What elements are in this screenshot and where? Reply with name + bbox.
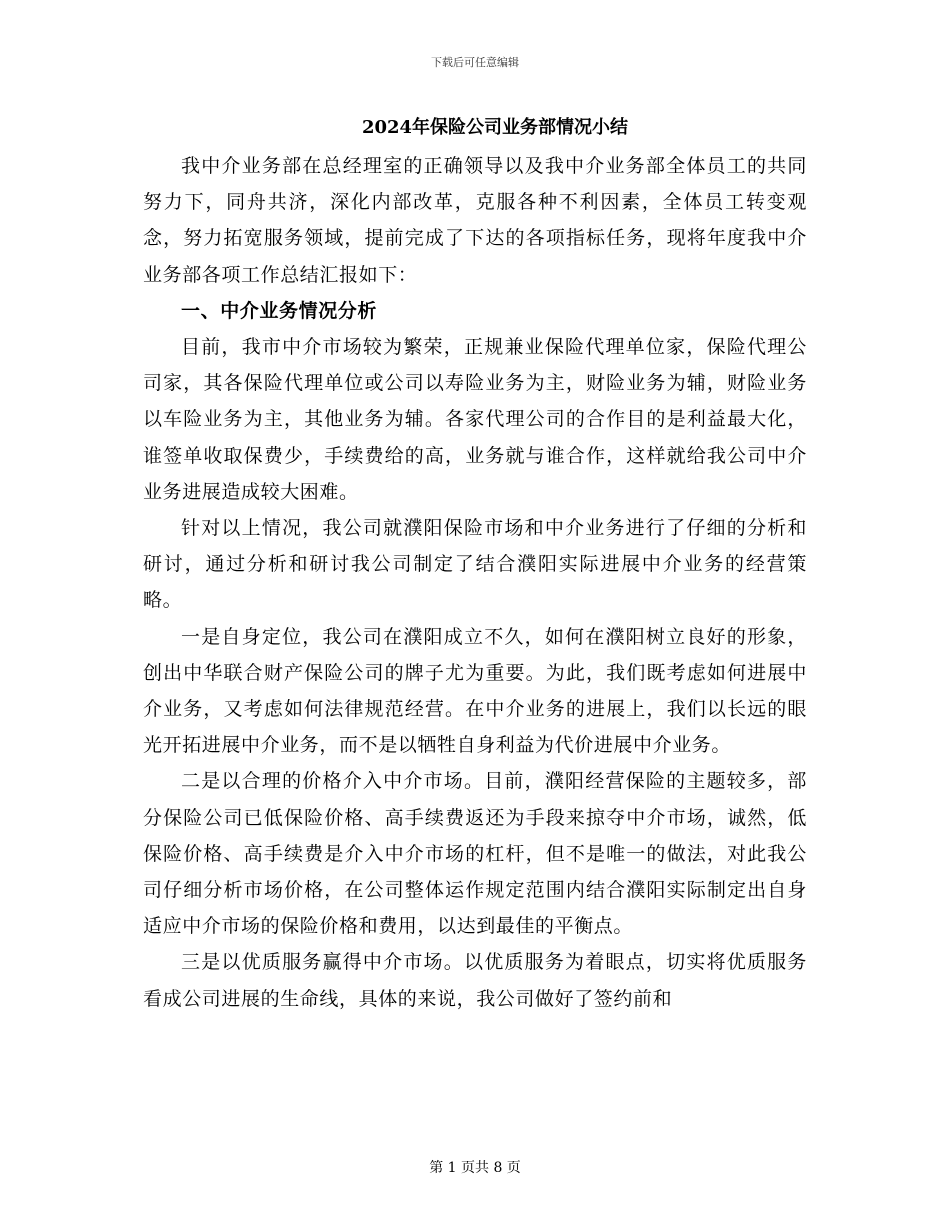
paragraph-service: 三是以优质服务赢得中介市场。以优质服务为着眼点，切实将优质服务看成公司进展的生命线，具体的来说，我公司做好了签约前和	[143, 951, 807, 1010]
paragraph-market: 目前，我市中介市场较为繁荣，正规兼业保险代理单位家，保险代理公司家，其各保险代理单位或公司以寿险业务为主，财险业务为辅，财险业务以车险业务为主，其他业务为辅。各家代理公司的合作目的是利益最大化，谁签单收取保费少，手续费给的高，业务就与谁合作，这样就给我公司中介业务进展造成较大困难。	[143, 336, 807, 503]
paragraph-positioning: 一是自身定位，我公司在濮阳成立不久，如何在濮阳树立良好的形象，创出中华联合财产保险公司的牌子尤为重要。为此，我们既考虑如何进展中介业务，又考虑如何法律规范经营。在中介业务的进展上，我们以长远的眼光开拓进展中介业务，而不是以牺牲自身利益为代价进展中介业务。	[143, 625, 807, 757]
section-heading: 一、中介业务情况分析	[181, 299, 378, 322]
paragraph-analysis: 针对以上情况，我公司就濮阳保险市场和中介业务进行了仔细的分析和研讨，通过分析和研讨我公司制定了结合濮阳实际进展中介业务的经营策略。	[143, 517, 807, 612]
paragraph-intro: 我中介业务部在总经理室的正确领导以及我中介业务部全体员工的共同努力下，同舟共济，深化内部改革，克服各种不利因素，全体员工转变观念，努力拓宽服务领域，提前完成了下达的各项指标任务，现将年度我中介业务部各项工作总结汇报如下：	[143, 155, 807, 286]
document-title: 2024年保险公司业务部情况小结	[361, 117, 629, 138]
page-header-note: 下载后可任意编辑	[431, 56, 519, 69]
paragraph-pricing: 二是以合理的价格介入中介市场。目前，濮阳经营保险的主题较多，部分保险公司已低保险价格、高手续费返还为手段来掠夺中介市场，诚然，低保险价格、高手续费是介入中介市场的杠杆，但不是唯一的做法，对此我公司仔细分析市场价格，在公司整体运作规定范围内结合濮阳实际制定出自身适应中介市场的保险价格和费用，以达到最佳的平衡点。	[143, 770, 807, 938]
document-body	[143, 110, 807, 1017]
page-number: 第 1 页共 8 页	[429, 1160, 521, 1176]
